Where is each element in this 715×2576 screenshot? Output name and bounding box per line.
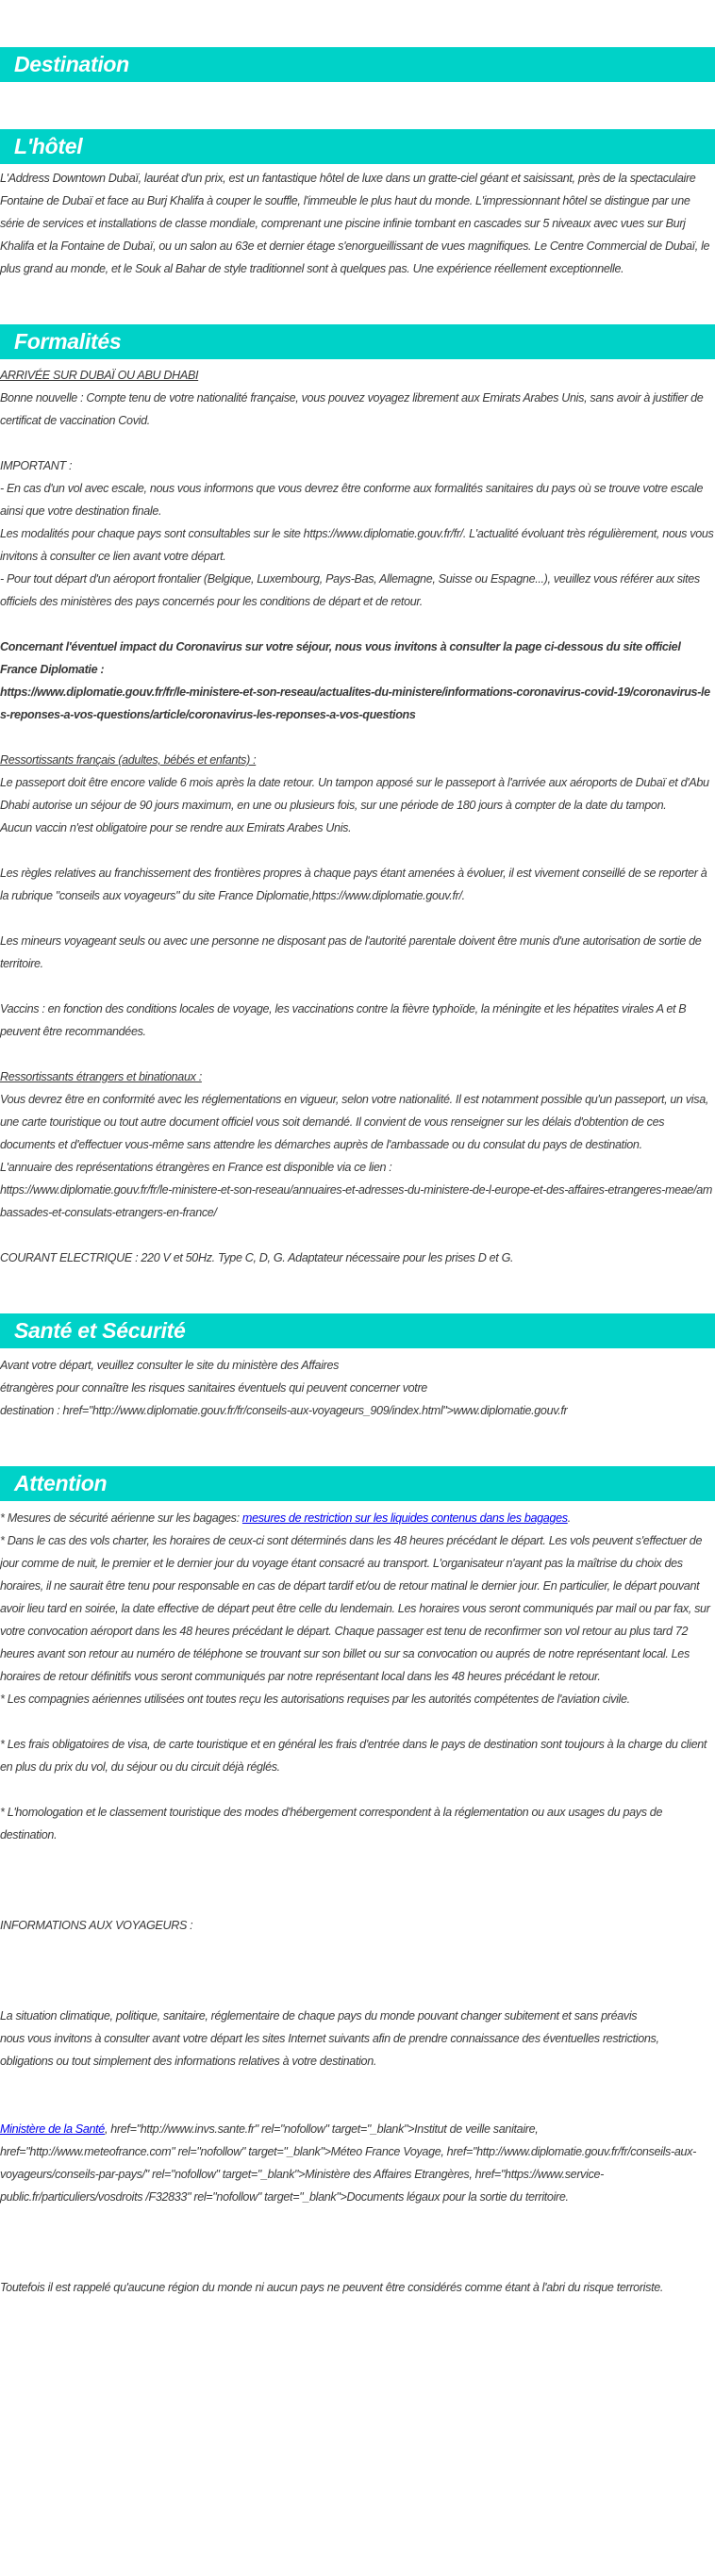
baggage-suffix: . [567, 1511, 571, 1525]
minors-text: Les mineurs voyageant seuls ou avec une personne ne disposant pas de l'autorité parentale doivent être munis d'une autorisation de sortie de territoire. [0, 934, 702, 970]
covid-url: https://www.diplomatie.gouv.fr/fr/le-ministere-et-son-reseau/actualites-du-ministere/informations-coronavirus-covid-19/coronavirus-les-reponses-a-vos-questions/article/coronavirus-les-reponses-a-vos-questions [0, 685, 710, 721]
french-nationals-heading: Ressortissants français (adultes, bébés et enfants) : [0, 753, 257, 767]
arrival-heading: ARRIVÉE SUR DUBAÏ OU ABU DHABI [0, 369, 199, 382]
important-item-1: - En cas d'un vol avec escale, nous vous informons que vous devrez être conforme aux formalités sanitaires du pays où se trouve votre escale ainsi que votre destination finale. [0, 482, 704, 518]
sante-section [0, 1348, 715, 1422]
attention-section [0, 1501, 715, 2299]
vaccines-text: Vaccins : en fonction des conditions locales de voyage, les vaccinations contre la fièvre typhoïde, la méningite et les hépatites virales A et B peuvent être recommandées. [0, 1002, 687, 1038]
sante-line-3: destination : href="http://www.diplomatie.gouv.fr/fr/conseils-aux-voyageurs_909/index.html">www.diplomatie.gouv.fr [0, 1404, 568, 1417]
baggage-prefix: * Mesures de sécurité aérienne sur les bagages: [0, 1511, 242, 1525]
foreign-nationals-text: Vous devrez être en conformité avec les réglementations en vigueur, selon votre nationalité. Il est notamment possible qu'un passeport, un visa, une carte touristique ou tout autre document officiel vous soit demandé. Il convient de vous renseigner sur les délais d'obtention de ces documents et d'effectuer vous-même sans attendre les démarches auprès de l'ambassade ou du consulat du pays de destination. [0, 1093, 708, 1151]
sante-line-2: étrangères pour connaître les risques sanitaires éventuels qui peuvent concerner votre [0, 1381, 427, 1395]
foreign-nationals-heading: Ressortissants étrangers et binationaux : [0, 1070, 202, 1083]
section-header-formalites: Formalités [0, 324, 715, 359]
formalites-section [0, 359, 715, 1269]
french-nationals-vaccine: Aucun vaccin n'est obligatoire pour se rendre aux Emirats Arabes Unis. [0, 821, 352, 834]
important-item-2: Les modalités pour chaque pays sont consultables sur le site https://www.diplomatie.gouv.fr/fr/. L'actualité évoluant très régulièrement, nous vous invitons à consulter ce lien avant votre départ. [0, 527, 714, 563]
section-header-destination: Destination [0, 47, 715, 82]
sante-line-1: Avant votre départ, veuillez consulter le site du ministère des Affaires [0, 1359, 340, 1372]
terror-text: Toutefois il est rappelé qu'aucune région du monde ni aucun pays ne peuvent être considérés comme étant à l'abri du risque terroriste. [0, 2281, 664, 2294]
useful-links-text: , href="http://www.invs.sante.fr" rel="nofollow" target="_blank">Institut de veille sanitaire, href="http://www.meteofrance.com" rel="nofollow" target="_blank">Méteo France Voyage, href="http://www.diplomatie.gouv.fr/fr/conseils-aux-voyageurs/conseils-par-pays/" rel="nofollow" target="_blank">Ministère des Affaires Etrangères, href="https://www.service-public.fr/particuliers/vosdroits /F32833" rel="nofollow" target="_blank">Documents légaux pour la sortie du territoire. [0, 2122, 696, 2204]
useful-links [0, 2118, 715, 2208]
covid-text: Concernant l'éventuel impact du Coronavirus sur votre séjour, nous vous invitons à consulter la page ci-dessous du site officiel France Diplomatie : [0, 640, 681, 676]
section-header-sante: Santé et Sécurité [0, 1313, 715, 1348]
directory-url: https://www.diplomatie.gouv.fr/fr/le-ministere-et-son-reseau/annuaires-et-adresses-du-ministere-de-l-europe-et-des-affaires-etrangeres-meae/ambassades-et-consulats-etrangers-en-france/ [0, 1183, 712, 1219]
airlines-text: * Les compagnies aériennes utilisées ont toutes reçu les autorisations requises par les autorités compétentes de l'aviation civile. [0, 1693, 630, 1706]
situation-line-1: La situation climatique, politique, sanitaire, réglementaire de chaque pays du monde pouvant changer subitement et sans préavis [0, 2009, 638, 2023]
borders-text: Les règles relatives au franchissement des frontières propres à chaque pays étant amenées à évoluer, il est vivement conseillé de se reporter à la rubrique "conseils aux voyageurs" du site France Diplomatie,https://www.diplomatie.gouv.fr/. [0, 867, 707, 902]
french-nationals-passport: Le passeport doit être encore valide 6 mois après la date retour. Un tampon apposé sur le passeport à l'arrivée aux aéroports de Dubaï et d'Abu Dhabi autorise un séjour de 90 jours maximum, en une ou plusieurs fois, sur une période de 180 jours à compter de la date du tampon. [0, 776, 709, 812]
liquids-restriction-link[interactable]: mesures de restriction sur les liquides contenus dans les bagages [241, 1511, 568, 1525]
electric-text: COURANT ELECTRIQUE : 220 V et 50Hz. Type C, D, G. Adaptateur nécessaire pour les prises D et G. [0, 1251, 514, 1264]
important-item-3: - Pour tout départ d'un aéroport frontalier (Belgique, Luxembourg, Pays-Bas, Allemagne, Suisse ou Espagne...), veuillez vous référer aux sites officiels des ministères des pays concernés pour les conditions de départ et de retour. [0, 572, 700, 608]
fees-text: * Les frais obligatoires de visa, de carte touristique et en général les frais d'entrée dans le pays de destination sont toujours à la charge du client en plus du prix du vol, du séjour ou du circuit déjà réglés. [0, 1738, 707, 1774]
hotel-description: L'Address Downtown Dubaï, lauréat d'un prix, est un fantastique hôtel de luxe dans un gratte-ciel géant et saisissant, près de la spectaculaire Fontaine de Dubaï et face au Burj Khalifa à couper le souffle, l'immeuble le plus haut du monde. L'impressionnant hôtel se distingue par une série de services et installations de classe mondiale, comprenant une piscine infinie tombant en cascades sur 5 niveaux avec vues sur Burj Khalifa et la Fontaine de Dubaï, ou un salon au 63e et dernier étage s'enorgueillissant de vues magnifiques. Le Centre Commercial de Dubaï, le plus grand au monde, et le Souk al Bahar de style traditionnel sont à quelques pas. Une expérience réellement exceptionnelle. [0, 172, 710, 275]
section-header-attention: Attention [0, 1466, 715, 1501]
section-header-hotel: L'hôtel [0, 129, 715, 164]
baggage-line [0, 1507, 715, 1529]
arrival-text: Bonne nouvelle : Compte tenu de votre nationalité française, vous pouvez voyagez librement aux Emirats Arabes Unis, sans avoir à justifier de certificat de vaccination Covid. [0, 391, 704, 427]
homologation-text: * L'homologation et le classement touristique des modes d'hébergement correspondent à la réglementation ou aux usages du pays de destination. [0, 1806, 663, 1841]
directory-text: L'annuaire des représentations étrangères en France est disponible via ce lien : [0, 1161, 392, 1174]
hotel-section [0, 164, 715, 280]
charter-text: * Dans le cas des vols charter, les horaires de ceux-ci sont déterminés dans les 48 heures précédant le départ. Les vols peuvent s'effectuer de jour comme de nuit, le premier et le dernier jour du voyage étant consacré au transport. L'organisateur n'ayant pas la maîtrise du choix des horaires, il ne saurait être tenu pour responsable en cas de départ tardif et/ou de retour matinal le dernier jour. En particulier, le départ pouvant avoir lieu tard en soirée, la date effective de départ peut être celle du lendemain. Les horaires vous seront communiqués par mail ou par fax, sur votre convocation aéroport dans les 48 heures précédant le départ. Chaque passager est tenu de reconfirmer son vol retour au plus tard 72 heures avant son retour au numéro de téléphone se trouvant sur son billet ou sur sa convocation ou auprés de notre représentant local. Les horaires de retour définitifs vous seront communiqués par notre représentant local dans les 48 heures précédant le retour. [0, 1534, 710, 1683]
situation-line-2: nous vous invitons à consulter avant votre départ les sites Internet suivants afin de prendre connaissance des éventuelles restrictions, obligations ou tout simplement des informations relatives à votre destination. [0, 2032, 659, 2068]
info-label: INFORMATIONS AUX VOYAGEURS : [0, 1919, 193, 1932]
ministry-health-link[interactable]: Ministère de la Santé [0, 2122, 105, 2136]
important-label: IMPORTANT : [0, 459, 73, 472]
